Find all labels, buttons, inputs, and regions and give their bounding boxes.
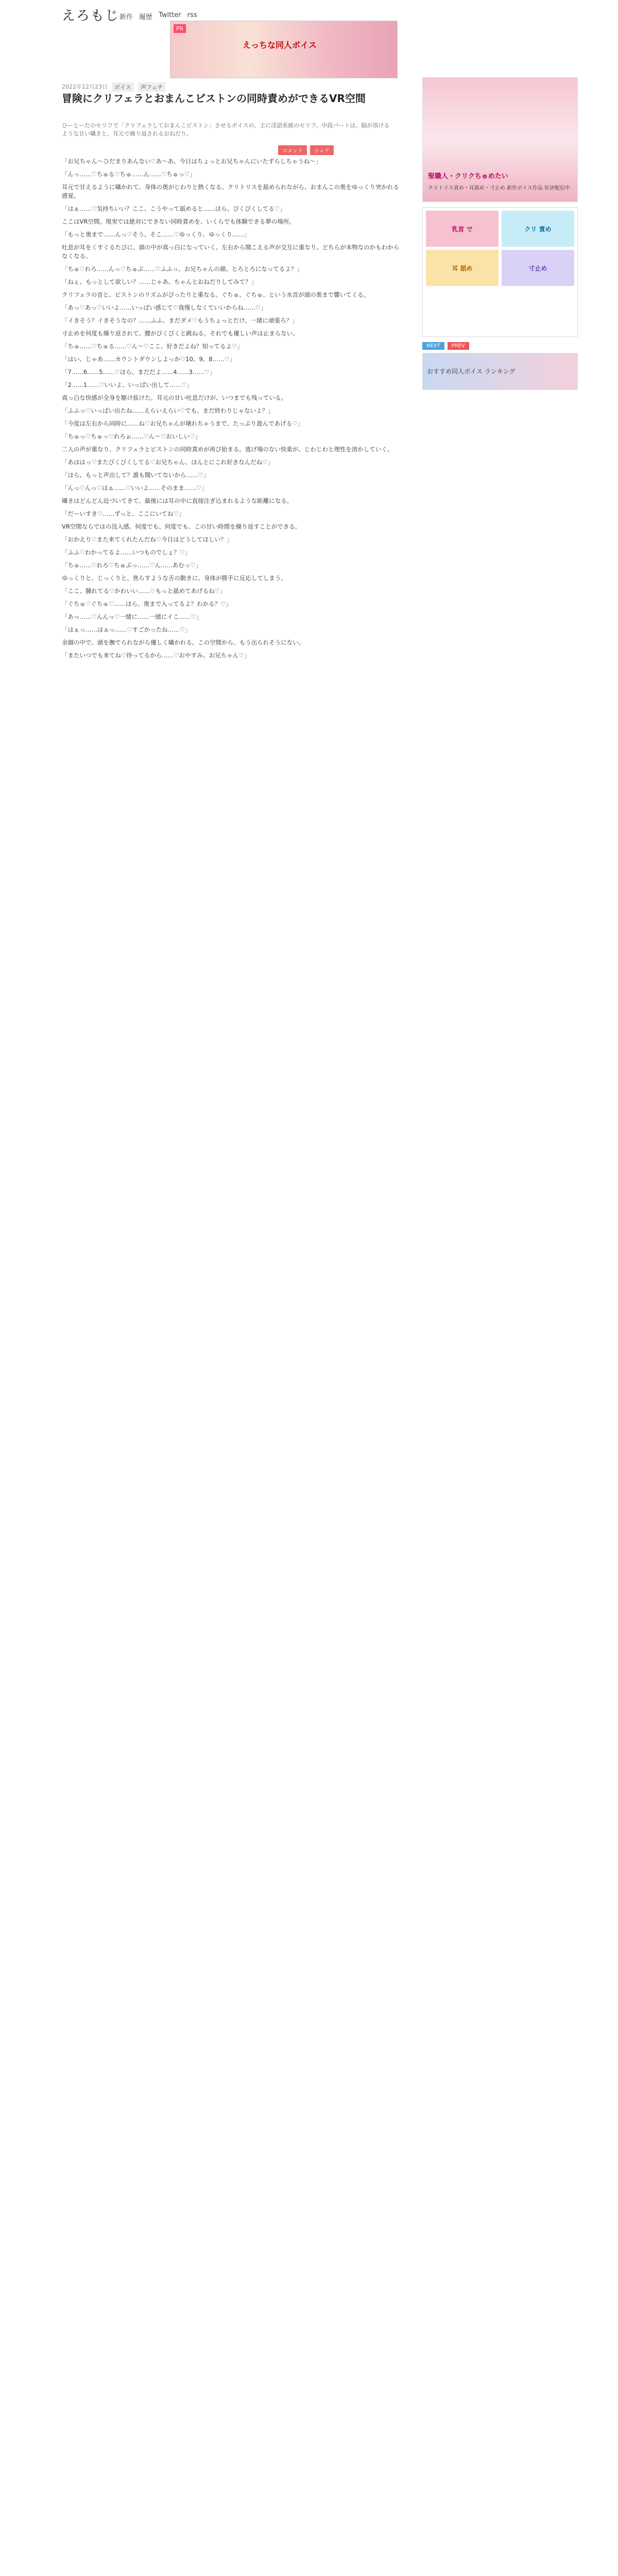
article-paragraph: 「ぐちゅ♡ぐちゅ♡……ほら、奥まで入ってるよ？わかる？♡」	[62, 600, 232, 607]
post-controls	[278, 145, 334, 155]
sidebar-ad-title: 聖職人・クリクちゅめたい	[428, 173, 508, 180]
ranking-text: おすすめ同人ボイス ランキング	[427, 368, 516, 375]
article-paragraph: 「ちゅ♡れろ……んっ♡ちゅぷ……♡ふふっ、お兄ちゃんの顔、とろとろになってるよ？」	[62, 265, 303, 273]
sidebar-ad-voice[interactable]	[422, 77, 578, 202]
banner-text: えっちな同人ボイス	[243, 40, 317, 50]
article-paragraph: 「はぁっ……はぁっ……♡すごかったね……♡」	[62, 626, 191, 633]
sidebar-ad-subtitle: クリトリス責め・耳舐め・寸止め 新作ボイス作品 好評配信中	[428, 185, 571, 191]
post-title: 冒険にクリフェラとおまんこピストンの同時責めができるVR空間	[62, 92, 366, 105]
post-category[interactable]: ボイス	[112, 82, 134, 92]
share-button[interactable]: シェア	[310, 145, 334, 155]
article-paragraph: 「だーいすき♡……ずっと、ここにいてね♡」	[62, 510, 185, 517]
sidebar-pagenav	[422, 342, 577, 350]
article-paragraph: 「はい、じゃあ……カウントダウンしよっか♡10、9、8……♡」	[62, 355, 236, 363]
article-paragraph: 吐息が耳をくすぐるたびに、頭の中が真っ白になっていく。左右から聞こえる声が交互に重なり、どちらが本物なのかもわからなくなる。	[62, 244, 400, 260]
nav-item-twitter[interactable]: Twitter	[159, 11, 181, 19]
post-date: 2022年12月23日	[62, 83, 108, 90]
sidebar-ad-ranking[interactable]	[422, 353, 578, 390]
site-logo[interactable]: えろもじ	[62, 8, 120, 24]
article-paragraph: 囁きはどんどん近づいてきて、最後には耳の中に直接注ぎ込まれるような距離になる。	[62, 497, 293, 504]
article-paragraph: 寸止めを何度も繰り返されて、腰がびくびくと跳ねる。それでも優しい声は止まらない。	[62, 330, 299, 337]
header-nav	[119, 11, 197, 21]
comment-button[interactable]: コメント	[278, 145, 307, 155]
ad-cell[interactable]: 乳首 で	[426, 211, 499, 247]
next-button[interactable]: NEXT	[422, 342, 444, 350]
site-header	[0, 0, 618, 77]
article-paragraph: 二人の声が重なり、クリフェラとピストンの同時責めが再び始まる。逃げ場のない快楽が、じわじわと理性を溶かしていく。	[62, 446, 393, 453]
article-paragraph: 「今度は左右から同時に……ね♡お兄ちゃんが壊れちゃうまで、たっぷり遊んであげる♡」	[62, 420, 303, 427]
nav-item-rss[interactable]: rss	[187, 11, 197, 19]
post-tag[interactable]: 声フェチ	[138, 82, 165, 92]
prev-button[interactable]: PREV	[448, 342, 469, 350]
article-paragraph: 「あっ……♡んんっ♡一緒に……一緒にイこ……♡」	[62, 613, 202, 620]
article-paragraph: 「ちゅ……♡ちゅる……♡ん〜♡ここ、好きだよね？知ってるよ♡」	[62, 343, 243, 350]
article-paragraph: 「あっ♡あっ♡いいよ……いっぱい感じて♡我慢しなくていいからね……♡」	[62, 304, 267, 311]
article-paragraph: ここはVR空間。現実では絶対にできない同時責めを、いくらでも体験できる夢の場所。	[62, 218, 295, 225]
article-paragraph: 「ほら、もっと声出して？誰も聞いてないから……♡」	[62, 471, 210, 479]
nav-item-new[interactable]: 新作	[119, 13, 133, 21]
article-paragraph: 「ちゅ……♡れろ♡ちゅぷっ……♡ん……あむっ♡」	[62, 562, 202, 569]
sidebar	[422, 77, 577, 395]
article-paragraph: 耳元で甘えるように囁かれて、身体の奥がじわりと熱くなる。クリトリスを舐められながら、おまんこの奥をゆっくり突かれる感覚。	[62, 183, 399, 199]
post-lede: ひーとーだのセリフで「クリフェラしておまんこピストン」させるボイスの、主に淫語系統のセリフ。中段パートは、脳が溶けるような甘い囁きと、耳元で繰り返されるおねだり。	[62, 122, 390, 137]
article-paragraph: 「んっ……♡ちゅる♡ちゅ……ん……♡ちゅっ♡」	[62, 171, 196, 178]
article-paragraph: 「んっ♡んっ♡はぁ……♡いいよ……そのまま……♡」	[62, 484, 208, 492]
article-paragraph: 「もっと奥まで……んっ♡そう、そこ……♡ゆっくり、ゆっくり……」	[62, 231, 250, 238]
article-paragraph: 真っ白な快感が全身を駆け抜けた。耳元の甘い吐息だけが、いつまでも残っている。	[62, 394, 287, 401]
ad-cell[interactable]: クリ 責め	[502, 211, 574, 247]
article-paragraph: クリフェラの音と、ピストンのリズムがぴったりと重なる。ぐちゅ、ぐちゅ、という水音が頭の奥まで響いてくる。	[62, 291, 370, 298]
article-paragraph: 「お兄ちゃん〜ひだまりあんない♡あ〜あ、今日はちょっとお兄ちゃんにいたずらしちゃうね〜」	[62, 158, 322, 165]
article-paragraph: 「またいつでも来てね♡待ってるから……♡おやすみ、お兄ちゃん♡」	[62, 652, 250, 659]
article-paragraph: VR空間ならではの没入感。何度でも、何度でも、この甘い時間を繰り返すことができる。	[62, 523, 301, 530]
article-paragraph: 「あははっ♡またびくびくしてる♡お兄ちゃん、ほんとにこれ好きなんだね♡」	[62, 459, 274, 466]
ad-cell[interactable]: 寸止め	[502, 250, 574, 286]
post-meta	[62, 82, 165, 92]
article-paragraph: ゆっくりと、じっくりと。焦らすような舌の動きに、身体が勝手に反応してしまう。	[62, 574, 287, 582]
article-paragraph: 「7……6……5……♡ほら、まだだよ……4……3……♡」	[62, 368, 216, 376]
pr-badge: PR	[174, 24, 186, 33]
article-paragraph: 「ふふ♡わかってるよ……いつものでしょ？♡」	[62, 549, 191, 556]
article-paragraph: 「はぁ……♡気持ちいい？ここ、こうやって舐めると……ほら、ぴくぴくしてる♡」	[62, 205, 286, 212]
nav-item-history[interactable]: 履歴	[139, 13, 153, 21]
top-banner-ad[interactable]	[170, 21, 398, 78]
article-paragraph: 「イきそう？イきそうなの？……ふふ、まだダメ♡もうちょっとだけ、一緒に頑張ろ？」	[62, 317, 298, 324]
article-paragraph: 「おかえり♡また来てくれたんだね♡今日はどうしてほしい？」	[62, 536, 233, 543]
article-paragraph: 「2……1……♡いいよ、いっぱい出して……♡」	[62, 381, 193, 388]
article-paragraph: 余韻の中で、頭を撫でられながら優しく囁かれる。この空間から、もう出られそうにない。	[62, 639, 305, 646]
article-paragraph: 「ふふっ♡いっぱい出たね……えらいえらい♡でも、まだ終わりじゃないよ？」	[62, 407, 274, 414]
article-body	[62, 157, 402, 2576]
article-paragraph: 「ねぇ、もっとして欲しい？……じゃあ、ちゃんとおねだりしてみて？」	[62, 278, 258, 285]
article-paragraph: 「ちゅっ♡ちゅっ♡れろぉ……♡ん〜♡おいしい♡」	[62, 433, 201, 440]
ad-cell[interactable]: 耳 舐め	[426, 250, 499, 286]
article-paragraph: 「ここ、腫れてる♡かわいい……♡もっと舐めてあげるね♡」	[62, 587, 226, 595]
ad-grid	[423, 208, 577, 289]
sidebar-ad-grid[interactable]	[422, 207, 578, 337]
